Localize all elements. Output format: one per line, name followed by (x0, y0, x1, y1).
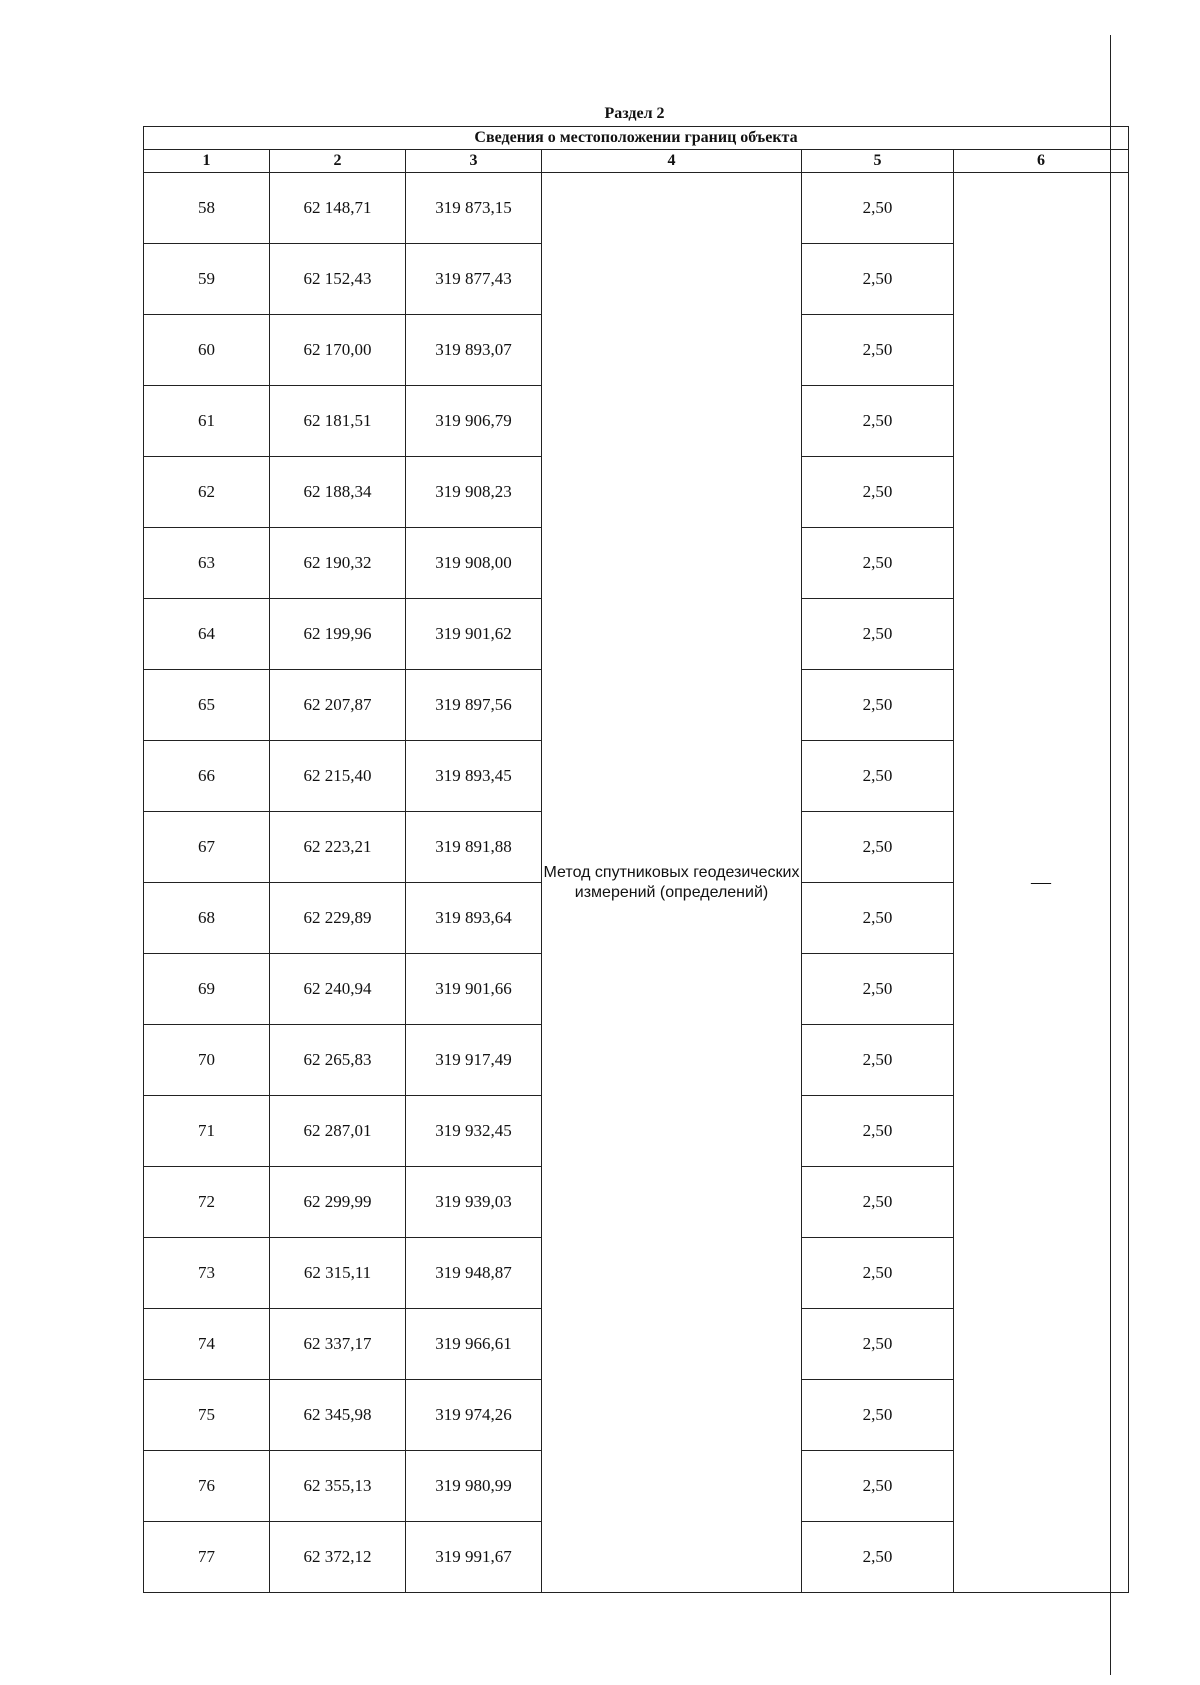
accuracy-cell: 2,50 (802, 741, 954, 812)
y-coordinate-cell: 319 908,23 (406, 457, 542, 528)
y-coordinate-cell: 319 891,88 (406, 812, 542, 883)
section-title: Раздел 2 (604, 105, 665, 122)
accuracy-cell: 2,50 (802, 954, 954, 1025)
x-coordinate-cell: 62 215,40 (270, 741, 406, 812)
x-coordinate-cell: 62 372,12 (270, 1522, 406, 1593)
y-coordinate-cell: 319 908,00 (406, 528, 542, 599)
boundary-table (143, 126, 1129, 1593)
point-number-cell: 63 (144, 528, 270, 599)
point-number-cell: 70 (144, 1025, 270, 1096)
x-coordinate-cell: 62 299,99 (270, 1167, 406, 1238)
accuracy-cell: 2,50 (802, 1309, 954, 1380)
y-coordinate-cell: 319 932,45 (406, 1096, 542, 1167)
accuracy-cell: 2,50 (802, 1451, 954, 1522)
y-coordinate-cell: 319 901,66 (406, 954, 542, 1025)
x-coordinate-cell: 62 148,71 (270, 173, 406, 244)
column-header: 1 (144, 150, 270, 173)
x-coordinate-cell: 62 345,98 (270, 1380, 406, 1451)
point-number-cell: 60 (144, 315, 270, 386)
point-number-cell: 66 (144, 741, 270, 812)
x-coordinate-cell: 62 223,21 (270, 812, 406, 883)
x-coordinate-cell: 62 199,96 (270, 599, 406, 670)
y-coordinate-cell: 319 917,49 (406, 1025, 542, 1096)
method-cell: Метод спутниковых геодезических измерений (определений) (542, 173, 802, 1593)
x-coordinate-cell: 62 207,87 (270, 670, 406, 741)
y-coordinate-cell: 319 939,03 (406, 1167, 542, 1238)
point-number-cell: 73 (144, 1238, 270, 1309)
point-number-cell: 72 (144, 1167, 270, 1238)
accuracy-cell: 2,50 (802, 173, 954, 244)
accuracy-cell: 2,50 (802, 244, 954, 315)
y-coordinate-cell: 319 980,99 (406, 1451, 542, 1522)
table-caption: Сведения о местоположении границ объекта (144, 127, 1129, 150)
x-coordinate-cell: 62 229,89 (270, 883, 406, 954)
accuracy-cell: 2,50 (802, 812, 954, 883)
accuracy-cell: 2,50 (802, 386, 954, 457)
x-coordinate-cell: 62 190,32 (270, 528, 406, 599)
table-body (144, 173, 1129, 1593)
point-number-cell: 58 (144, 173, 270, 244)
y-coordinate-cell: 319 948,87 (406, 1238, 542, 1309)
point-number-cell: 62 (144, 457, 270, 528)
x-coordinate-cell: 62 240,94 (270, 954, 406, 1025)
accuracy-cell: 2,50 (802, 1238, 954, 1309)
point-number-cell: 59 (144, 244, 270, 315)
accuracy-cell: 2,50 (802, 457, 954, 528)
column-header: 2 (270, 150, 406, 173)
point-number-cell: 68 (144, 883, 270, 954)
column-header: 6 (954, 150, 1129, 173)
y-coordinate-cell: 319 901,62 (406, 599, 542, 670)
y-coordinate-cell: 319 966,61 (406, 1309, 542, 1380)
x-coordinate-cell: 62 152,43 (270, 244, 406, 315)
y-coordinate-cell: 319 974,26 (406, 1380, 542, 1451)
point-number-cell: 74 (144, 1309, 270, 1380)
x-coordinate-cell: 62 315,11 (270, 1238, 406, 1309)
accuracy-cell: 2,50 (802, 599, 954, 670)
y-coordinate-cell: 319 893,64 (406, 883, 542, 954)
x-coordinate-cell: 62 355,13 (270, 1451, 406, 1522)
accuracy-cell: 2,50 (802, 1167, 954, 1238)
y-coordinate-cell: 319 897,56 (406, 670, 542, 741)
accuracy-cell: 2,50 (802, 1025, 954, 1096)
point-number-cell: 65 (144, 670, 270, 741)
accuracy-cell: 2,50 (802, 1522, 954, 1593)
accuracy-cell: 2,50 (802, 670, 954, 741)
x-coordinate-cell: 62 265,83 (270, 1025, 406, 1096)
table-row (144, 173, 1129, 244)
x-coordinate-cell: 62 181,51 (270, 386, 406, 457)
point-number-cell: 67 (144, 812, 270, 883)
x-coordinate-cell: 62 188,34 (270, 457, 406, 528)
point-number-cell: 64 (144, 599, 270, 670)
point-number-cell: 75 (144, 1380, 270, 1451)
column-6-cell: — (954, 173, 1129, 1593)
y-coordinate-cell: 319 906,79 (406, 386, 542, 457)
point-number-cell: 76 (144, 1451, 270, 1522)
y-coordinate-cell: 319 873,15 (406, 173, 542, 244)
accuracy-cell: 2,50 (802, 883, 954, 954)
accuracy-cell: 2,50 (802, 315, 954, 386)
accuracy-cell: 2,50 (802, 1096, 954, 1167)
y-coordinate-cell: 319 991,67 (406, 1522, 542, 1593)
column-header: 5 (802, 150, 954, 173)
point-number-cell: 71 (144, 1096, 270, 1167)
column-header: 3 (406, 150, 542, 173)
column-header: 4 (542, 150, 802, 173)
accuracy-cell: 2,50 (802, 1380, 954, 1451)
x-coordinate-cell: 62 287,01 (270, 1096, 406, 1167)
x-coordinate-cell: 62 337,17 (270, 1309, 406, 1380)
point-number-cell: 61 (144, 386, 270, 457)
accuracy-cell: 2,50 (802, 528, 954, 599)
x-coordinate-cell: 62 170,00 (270, 315, 406, 386)
point-number-cell: 77 (144, 1522, 270, 1593)
y-coordinate-cell: 319 877,43 (406, 244, 542, 315)
point-number-cell: 69 (144, 954, 270, 1025)
y-coordinate-cell: 319 893,07 (406, 315, 542, 386)
y-coordinate-cell: 319 893,45 (406, 741, 542, 812)
